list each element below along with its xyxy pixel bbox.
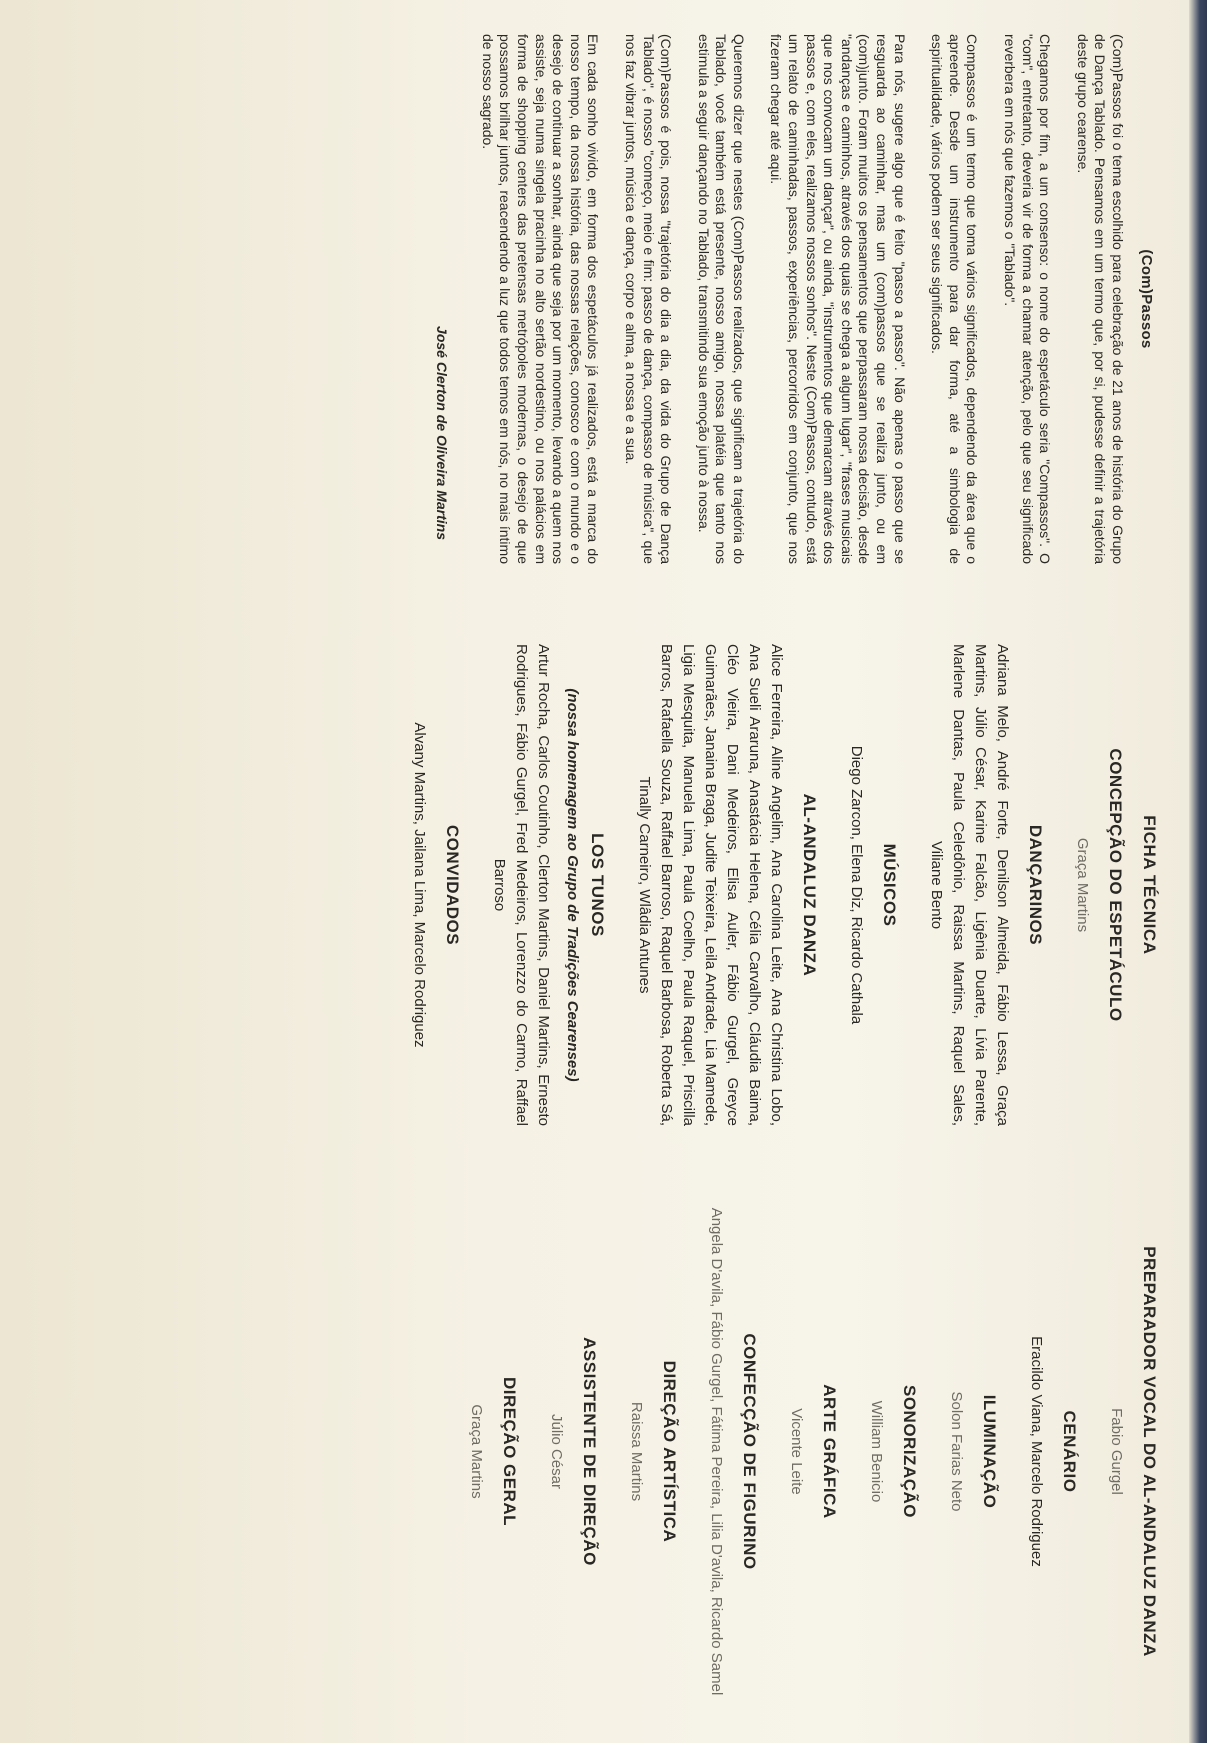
section-names: Artur Rocha, Carlos Coutinho, Clerton Martins, Daniel Martins, Ernesto Rodrigues, Fábio Gurgel, Fred Medeiros, Lorenzzo do Carmo, Raffael Barroso (491, 644, 552, 1126)
section-heading: DIREÇÃO GERAL (500, 1376, 519, 1527)
credit-section-los-tunos (488, 630, 607, 1140)
credits-column-right (0, 1160, 1207, 1743)
section-names: Eracildo Viana, Marcelo Rodriguez (1028, 1336, 1045, 1567)
section-names: Alvany Martins, Jailana Lima, Marcelo Rodriguez (411, 722, 428, 1048)
credit-section-figurino (705, 1170, 759, 1733)
essay-paragraph: (Com)Passos foi o tema escolhido para celebração de 21 anos de história do Grupo de Dança Tablado. Pensamos em um termo que, por si, pudesse definir a trajetória deste grupo cearense. (1074, 34, 1126, 564)
credit-section-musicos (845, 630, 899, 1140)
section-heading: ILUMINAÇÃO (980, 1394, 999, 1509)
section-heading: SONORIZAÇÃO (900, 1385, 919, 1518)
section-heading: CENÁRIO (1060, 1410, 1079, 1493)
section-names: Adriana Melo, André Forte, Denilson Almeida, Fábio Lessa, Graça Martins, Júlio César, Karine Falcão, Ligênia Duarte, Lívia Parente, Marlene Dantas, Paula Celedônio, Raissa Martins, Raquel Sales, Viliane Bento (928, 644, 1011, 1126)
credits-title: FICHA TÉCNICA (1140, 815, 1159, 955)
essay-paragraph: Chegamos por fim, a um consenso: o nome do espetáculo seria "Compassos". O "com", entretanto, deveria vir de forma a chamar atenção, pelo que seu significado reverbera em nós que fazemos o "Tablado". (1002, 34, 1054, 564)
section-heading: ASSISTENTE DE DIREÇÃO (580, 1337, 599, 1566)
essay-signature: José Clerton de Oliveira Martins (434, 326, 451, 540)
credit-section-direcao-artistica (625, 1170, 679, 1733)
section-names: Graça Martins (1074, 837, 1091, 933)
section-names: Júlio César (548, 1413, 565, 1490)
section-subheading: (nossa homenagem ao Grupo de Tradições Cearenses) (564, 688, 581, 1082)
essay-title: (Com)Passos (1138, 249, 1155, 349)
credit-section-sonorizacao (865, 1170, 919, 1733)
section-names: Alice Ferreira, Aline Angelim, Ana Carolina Leite, Ana Christina Lobo, Ana Sueli Araruna, Anastácia Helena, Célia Carvalho, Cláudia Baima, Cléo Vieira, Dani Medeiros, Elisa Auler, Fábio Gurgel, Greyce Guimarães, Janaina Braga, Judite Teixeira, Leila Andrade, Lia Mamede, Ligia Mesquita, Manuela Lima, Paula Coelho, Paula Raquel, Priscilla Barros, Rafaella Souza, Raffael Barroso, Raquel Barbosa, Roberta Sá, Tinally Carneiro, Wlâdia Antunes (636, 644, 785, 1126)
section-names: Diego Zarcon, Elena Diz, Ricardo Cathala (848, 745, 865, 1025)
credit-section-cenario (1025, 1170, 1079, 1733)
section-heading: DIREÇÃO ARTÍSTICA (660, 1360, 679, 1543)
section-names: Angela D'avila, Fábio Gurgel, Fátima Pereira, Lilia D'avila, Ricardo Samel (708, 1207, 725, 1696)
credit-section-direcao-geral (465, 1170, 519, 1733)
credit-section-dancarinos (925, 630, 1045, 1140)
credit-section-concepcao (1071, 630, 1125, 1140)
section-heading: CONCEPÇÃO DO ESPETÁCULO (1106, 748, 1125, 1022)
section-heading: DANÇARINOS (1026, 824, 1045, 946)
credit-section-arte-grafica (785, 1170, 839, 1733)
section-names: Graça Martins (468, 1404, 485, 1499)
section-names: Solon Farias Neto (948, 1391, 965, 1512)
section-heading: AL-ANDALUZ DANZA (800, 793, 819, 977)
credit-section-preparador-vocal (1105, 1170, 1159, 1733)
section-heading: CONFECÇÃO DE FIGURINO (740, 1333, 759, 1570)
essay-paragraph: (Com)Passos é pois, nossa "trajetória do dia a dia, da vida do Grupo de Dança Tablado", é nosso "começo, meio e fim: passo de dança, compasso de música", que nos faz vibrar juntos, música e dança, corpo e alma, a nossa e a sua. (622, 34, 675, 564)
section-names: Raissa Martins (628, 1401, 645, 1502)
page-edge (1189, 0, 1207, 1743)
credit-section-convidados (408, 630, 462, 1140)
section-heading: PREPARADOR VOCAL DO AL-ANDALUZ DANZA (1140, 1246, 1159, 1657)
essay-paragraph: Queremos dizer que nestes (Com)Passos realizados, que significam a trajetória do Tablado, você também está presente, nosso amigo, nossa platéia que tanto nos estimula a seguir dançando no Tablado, transmitindo sua emoção junto à nossa. (695, 34, 747, 564)
credits-column-left (0, 600, 1207, 1160)
section-heading: ARTE GRÁFICA (820, 1384, 839, 1519)
section-heading: MÚSICOS (880, 843, 899, 927)
essay-paragraph: Em cada sonho vivido, em forma dos espetáculos já realizados, está a marca do nosso tempo, da nossa história, das nossas relações, conosco e com o mundo e o desejo de continuar a sonhar, ainda que seja por um momento, levando a quem nos assiste, seja numa singela pracinha no alto sertão nordestino, ou nos palácios em forma de shopping centers das pretensas metrópoles modernas, o desejo de que possamos brilhar juntos, reacendendo a luz que todos temos em nós, no mais íntimo de nosso sagrado. (479, 34, 602, 564)
section-heading: LOS TUNOS (588, 833, 607, 937)
essay-column (0, 0, 1207, 600)
section-names: William Benicio (868, 1400, 885, 1503)
credit-section-al-andaluz (633, 630, 819, 1140)
section-names: Fabio Gurgel (1108, 1408, 1125, 1495)
essay-paragraph: Compassos é um termo que toma vários significados, dependendo da área que o apreende. Desde um instrumento para dar forma, até a simbologia de espiritualidade, vários podem ser seus significados. (929, 34, 981, 564)
credit-section-iluminacao (945, 1170, 999, 1733)
section-names: Vicente Leite (788, 1408, 805, 1495)
essay-paragraph: Para nós, sugere algo que é feito "passo a passo". Não apenas o passo que se resguarda ao caminhar, mas um (com)passos que se realiza junto, ou em (com)junto. Foram muitos os pensamentos que perpassaram nossa decisão, desde "andanças e caminhos, através dos quais se chega a algum lugar", "frases musicais que nos convocam um dançar", ou ainda, "instrumentos que demarcam através dos passos e, com eles, realizamos nossos sonhos". Neste (Com)Passos, contudo, está um relato de caminhadas, passos, experiências, percorridos em conjunto, que nos fizeram chegar até aqui. (768, 34, 908, 564)
credit-section-assistente-direcao (545, 1170, 599, 1733)
section-heading: CONVIDADOS (443, 824, 462, 946)
